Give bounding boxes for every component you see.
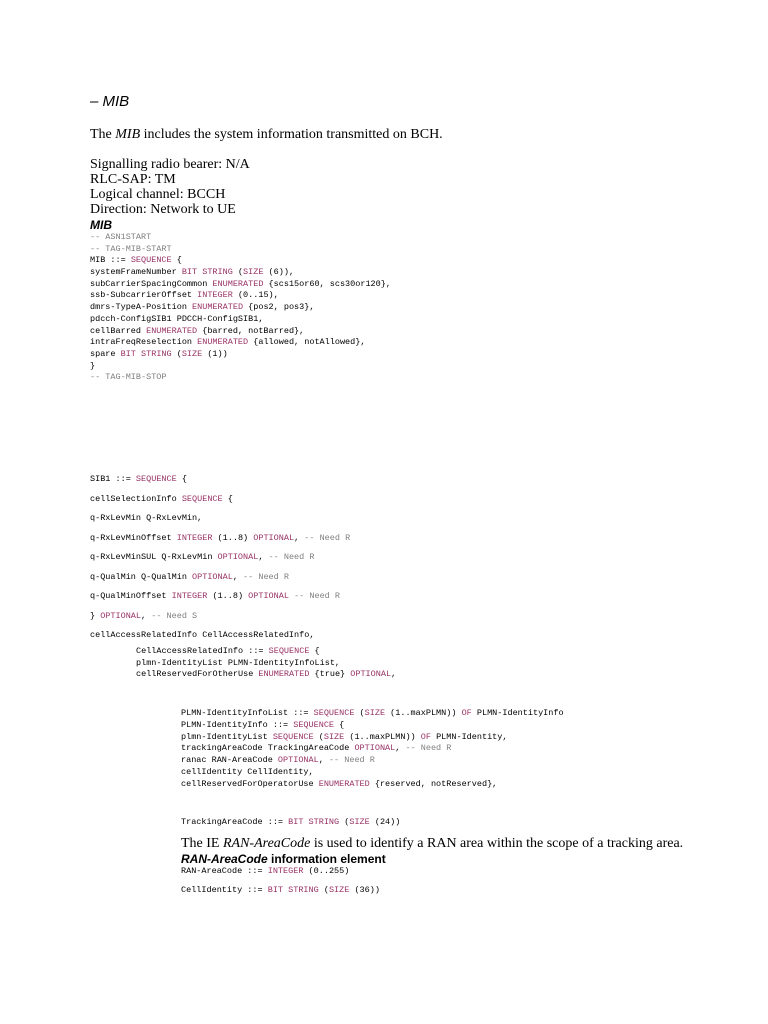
code-text: { [309,646,320,656]
code-text: trackingAreaCode TrackingAreaCode [181,743,355,754]
code-text: CellAccessRelatedInfo ::= [136,646,269,656]
mib-heading: MIB [90,218,112,232]
code-keyword: BIT STRING [267,885,319,895]
code-line [90,267,391,279]
code-text: {true} [309,669,351,680]
section-title: – MIB [90,93,130,110]
code-text: (0..15), [232,290,279,301]
ran-area-code-heading [181,852,386,866]
code-keyword: SIZE [349,817,370,827]
code-text: q-QualMinOffset [90,591,172,601]
code-line [181,755,564,767]
code-text: , [258,552,269,562]
code-text: systemFrameNumber [90,267,182,278]
code-line [90,568,350,588]
code-text: PLMN-IdentityInfo ::= [181,719,294,730]
code-text: (0..255) [303,866,350,876]
code-comment: -- TAG-MIB-STOP [90,372,167,383]
cell-identity-line [181,885,380,895]
code-comment: -- TAG-MIB-START [90,243,172,254]
code-text: , [395,743,406,754]
signalling-radio-bearer: Signalling radio bearer: N/A [90,157,250,172]
logical-channel: Logical channel: BCCH [90,187,226,202]
code-text: , [232,571,244,582]
code-keyword: BIT STRING [120,348,172,359]
ran-area-code-line [181,866,349,876]
code-text: cellAccessRelatedInfo CellAccessRelatedInfo, [90,630,315,640]
code-text: cellSelectionInfo [90,493,182,504]
code-line [90,490,350,510]
code-keyword: ENUMERATED [192,302,244,313]
code-line [90,361,391,373]
code-text: CellIdentity ::= [181,885,268,895]
code-line [181,743,564,755]
code-keyword: ENUMERATED [197,337,249,348]
code-comment: -- Need R [328,755,375,766]
code-text: {allowed, notAllowed}, [248,337,366,348]
code-line [136,669,396,681]
code-keyword: SEQUENCE [181,493,223,504]
code-line [90,607,350,627]
code-keyword: SEQUENCE [313,708,355,718]
code-text: ssb-SubcarrierOffset [90,290,198,301]
code-text: cellReservedForOtherUse [136,669,259,680]
ran-note-prefix: The IE [181,836,223,851]
code-text: , [294,532,305,543]
code-line [181,720,564,732]
code-text: {pos2, pos3}, [243,302,315,313]
code-line [181,732,564,744]
ran-note-name: RAN-AreaCode [222,836,311,851]
code-keyword: SIZE [364,708,386,718]
code-text: cellReservedForOperatorUse [181,778,319,789]
plmn-identity-info-block [181,708,564,791]
code-text: cellIdentity CellIdentity, [181,766,314,777]
code-line [90,326,391,338]
code-text: ( [318,885,329,895]
code-keyword: SEQUENCE [135,474,177,484]
code-keyword: OPTIONAL [253,532,295,543]
code-keyword: SEQUENCE [130,255,172,266]
code-line [90,279,391,291]
code-text: {scs15or60, scs30or120}, [263,278,391,289]
code-text: PLMN-IdentityInfoList ::= [181,708,314,718]
code-line [90,548,350,568]
code-text: , [141,610,152,621]
code-text: } [90,610,101,621]
code-keyword: OF [461,708,472,718]
code-text: dmrs-TypeA-Position [90,302,193,313]
code-text: (36)) [349,885,380,895]
code-text: subCarrierSpacingCommon [90,278,213,289]
code-keyword: SIZE [181,348,203,359]
code-line [90,302,391,314]
code-keyword: ENUMERATED [146,325,198,336]
code-keyword: OPTIONAL [354,743,396,754]
code-text: ( [232,267,244,278]
code-line [90,372,391,384]
intro-prefix: The [90,127,116,142]
code-comment: -- Need R [405,743,452,754]
code-line [90,244,391,256]
ran-heading-suffix: information element [267,852,386,866]
code-line [90,529,350,549]
intro-mib-name: MIB [115,127,141,142]
code-line [90,509,350,529]
code-text: spare [90,348,121,359]
code-keyword: SEQUENCE [293,719,335,730]
code-keyword: ENUMERATED [212,278,264,289]
code-keyword: INTEGER [197,290,233,301]
ran-heading-name: RAN-AreaCode [181,852,268,866]
code-line [136,646,396,658]
code-text: { [222,493,233,504]
code-comment: -- Need R [268,552,315,562]
code-line [90,337,391,349]
code-comment: -- Need R [304,532,351,543]
code-keyword: SIZE [243,267,264,278]
code-keyword: OPTIONAL [217,552,259,562]
intro-suffix: includes the system information transmitted on BCH. [140,127,443,142]
code-keyword: OF [420,731,431,742]
code-text: } [90,360,96,371]
code-line [90,470,350,490]
code-comment: -- ASN1START [90,232,152,242]
direction: Direction: Network to UE [90,202,236,217]
code-text: { [176,474,187,484]
code-text: (1..maxPLMN)) [344,731,421,742]
code-text: (24)) [369,817,401,827]
code-keyword: SIZE [328,885,350,895]
code-keyword: OPTIONAL [192,571,233,582]
code-text: q-RxLevMinOffset [90,532,177,543]
code-text: q-RxLevMinSUL Q-RxLevMin [90,552,218,562]
ran-note-suffix: is used to identify a RAN area within the scope of a tracking area. [310,836,684,851]
ran-area-code-note [181,836,683,852]
code-comment: -- Need R [243,571,289,582]
code-line [90,587,350,607]
code-text: cellBarred [90,325,147,336]
code-text: q-QualMin Q-QualMin [90,571,193,582]
code-line [90,290,391,302]
intro-paragraph [90,127,443,143]
code-line [90,232,391,244]
code-keyword: BIT STRING [181,267,233,278]
code-text: pdcch-ConfigSIB1 PDCCH-ConfigSIB1, [90,313,264,324]
code-keyword: INTEGER [267,866,304,876]
code-text: ( [339,817,350,827]
code-text: (1..8) [212,532,254,543]
code-text: {reserved, notReserved}, [369,778,498,789]
code-text: MIB ::= [90,255,131,266]
code-text: SIB1 ::= [90,474,136,484]
code-text: (1..8) [207,591,249,601]
code-text: PLMN-Identity, [430,731,508,742]
code-text: { [334,719,345,730]
code-text: ( [354,708,365,718]
code-text: (1)) [202,348,228,359]
code-line [90,349,391,361]
code-text: {barred, notBarred}, [197,325,305,336]
cell-access-related-info-block [136,646,396,681]
code-comment: -- Need S [151,610,198,621]
code-line [90,314,391,326]
code-text: RAN-AreaCode ::= [181,866,268,876]
rlc-sap: RLC-SAP: TM [90,172,176,187]
code-line [90,255,391,267]
code-line [181,779,564,791]
code-keyword: OPTIONAL [248,591,289,601]
code-text: ( [313,731,324,742]
code-line [136,658,396,670]
code-text: (1..maxPLMN)) [385,708,462,718]
code-keyword: INTEGER [176,532,213,543]
code-text: plmn-IdentityList PLMN-IdentityInfoList, [136,657,341,668]
code-text: q-RxLevMin Q-RxLevMin, [90,513,203,523]
code-keyword: ENUMERATED [258,669,310,680]
code-keyword: INTEGER [171,591,208,601]
code-text: PLMN-IdentityInfo [471,708,564,718]
code-keyword: OPTIONAL [100,610,142,621]
code-keyword: SEQUENCE [272,731,314,742]
code-text: , [391,669,397,680]
code-text: { [171,255,182,266]
code-text: TrackingAreaCode ::= [181,817,289,827]
code-keyword: OPTIONAL [350,669,392,680]
tracking-area-code-line [181,817,400,827]
code-keyword: SEQUENCE [268,646,310,656]
code-text: ( [171,348,182,359]
code-text: intraFreqReselection [90,337,198,348]
code-text: ranac RAN-AreaCode [181,755,278,766]
code-line [90,626,350,646]
code-line [181,708,564,720]
code-keyword: BIT STRING [288,817,340,827]
code-text: plmn-IdentityList [181,731,273,742]
sib1-code-block [90,470,350,646]
code-keyword: SIZE [323,731,345,742]
code-comment: -- Need R [294,591,340,601]
code-text: (6)), [263,267,295,278]
code-keyword: OPTIONAL [277,755,319,766]
mib-code-block [90,232,391,384]
code-line [181,767,564,779]
code-keyword: ENUMERATED [318,778,370,789]
code-text: , [318,755,329,766]
